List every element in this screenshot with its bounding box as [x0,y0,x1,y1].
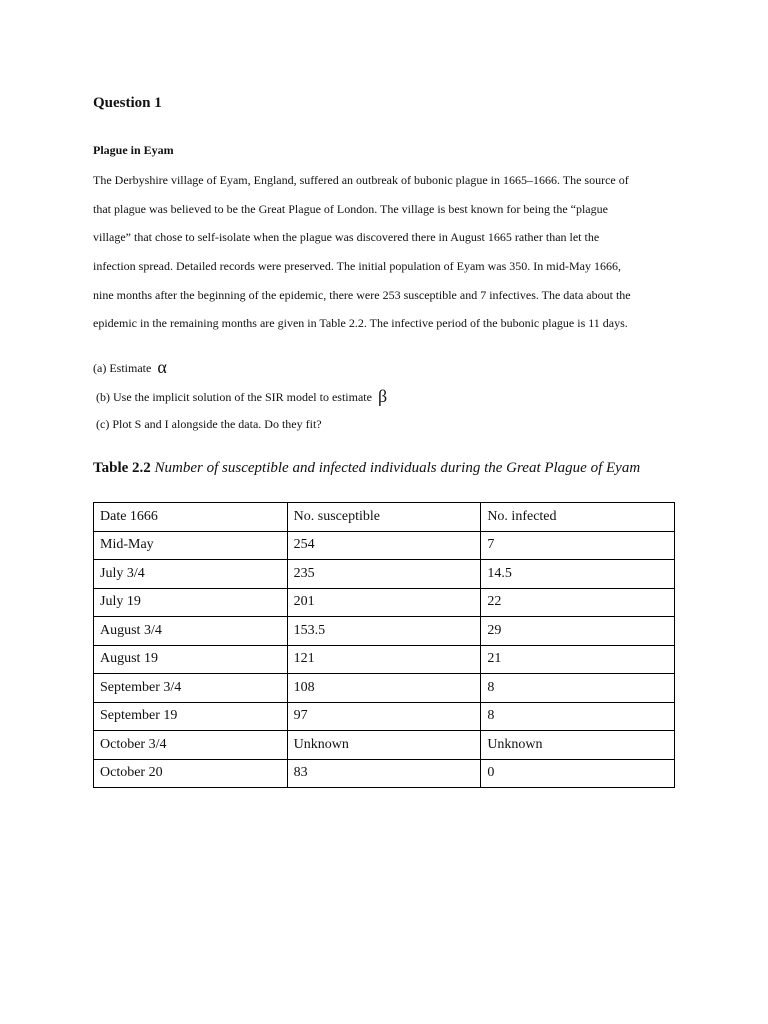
table-row [94,731,675,760]
table-row [94,645,675,674]
part-b-text: (b) Use the implicit solution of the SIR model to estimate [96,389,375,404]
table-header-row [94,503,675,532]
cell-date: September 19 [94,702,288,731]
header-infected: No. infected [481,503,675,532]
intro-line: The Derbyshire village of Eyam, England, suffered an outbreak of bubonic plague in 1665–1666. The source of [93,173,629,187]
table-caption-text: Number of susceptible and infected individuals during the Great Plague of Eyam [154,460,641,476]
part-c [93,413,387,442]
cell-susceptible: 235 [287,560,481,589]
beta-symbol: β [377,385,388,406]
table-row [94,759,675,788]
cell-infected: 8 [481,702,675,731]
part-a [93,356,387,385]
intro-paragraph [93,166,683,338]
cell-susceptible: 153.5 [287,617,481,646]
table-row [94,531,675,560]
cell-date: October 20 [94,759,288,788]
table-row [94,674,675,703]
intro-line: that plague was believed to be the Great Plague of London. The village is best known for being the “plague [93,201,608,216]
table-row [94,560,675,589]
cell-infected: 21 [481,645,675,674]
cell-date: August 19 [94,645,288,674]
cell-infected: 22 [481,588,675,617]
intro-line: nine months after the beginning of the epidemic, there were 253 susceptible and 7 infectives. The data about the [93,287,631,302]
cell-infected: 0 [481,759,675,788]
question-parts [93,356,387,442]
header-date: Date 1666 [94,503,288,532]
cell-susceptible: 201 [287,588,481,617]
table-row [94,588,675,617]
cell-date: July 3/4 [94,560,288,589]
cell-infected: 29 [481,617,675,646]
table-caption [93,460,640,477]
question-title: Question 1 [93,95,162,111]
intro-line: epidemic in the remaining months are given in Table 2.2. The infective period of the bubonic plague is 11 days. [93,316,628,331]
cell-infected: 8 [481,674,675,703]
cell-susceptible: Unknown [287,731,481,760]
header-susceptible: No. susceptible [287,503,481,532]
intro-line: infection spread. Detailed records were preserved. The initial population of Eyam was 350. In mid-May 1666, [93,259,621,274]
cell-susceptible: 108 [287,674,481,703]
table-row [94,702,675,731]
cell-date: September 3/4 [94,674,288,703]
cell-susceptible: 97 [287,702,481,731]
alpha-symbol: α [157,357,167,377]
cell-susceptible: 121 [287,645,481,674]
cell-infected: Unknown [481,731,675,760]
intro-line: village” that chose to self-isolate when the plague was discovered there in August 1665 rather than let the [93,230,600,245]
cell-date: August 3/4 [94,617,288,646]
table-row [94,617,675,646]
cell-date: July 19 [94,588,288,617]
part-c-text: (c) Plot S and I alongside the data. Do they fit? [96,417,322,431]
cell-susceptible: 83 [287,759,481,788]
plague-data-table [93,502,675,788]
table-caption-label: Table 2.2 [93,460,151,476]
question-subtitle: Plague in Eyam [93,143,174,157]
cell-susceptible: 254 [287,531,481,560]
cell-date: Mid-May [94,531,288,560]
cell-infected: 7 [481,531,675,560]
part-a-text: (a) Estimate [93,361,155,375]
part-b [93,385,387,414]
cell-infected: 14.5 [481,560,675,589]
cell-date: October 3/4 [94,731,288,760]
